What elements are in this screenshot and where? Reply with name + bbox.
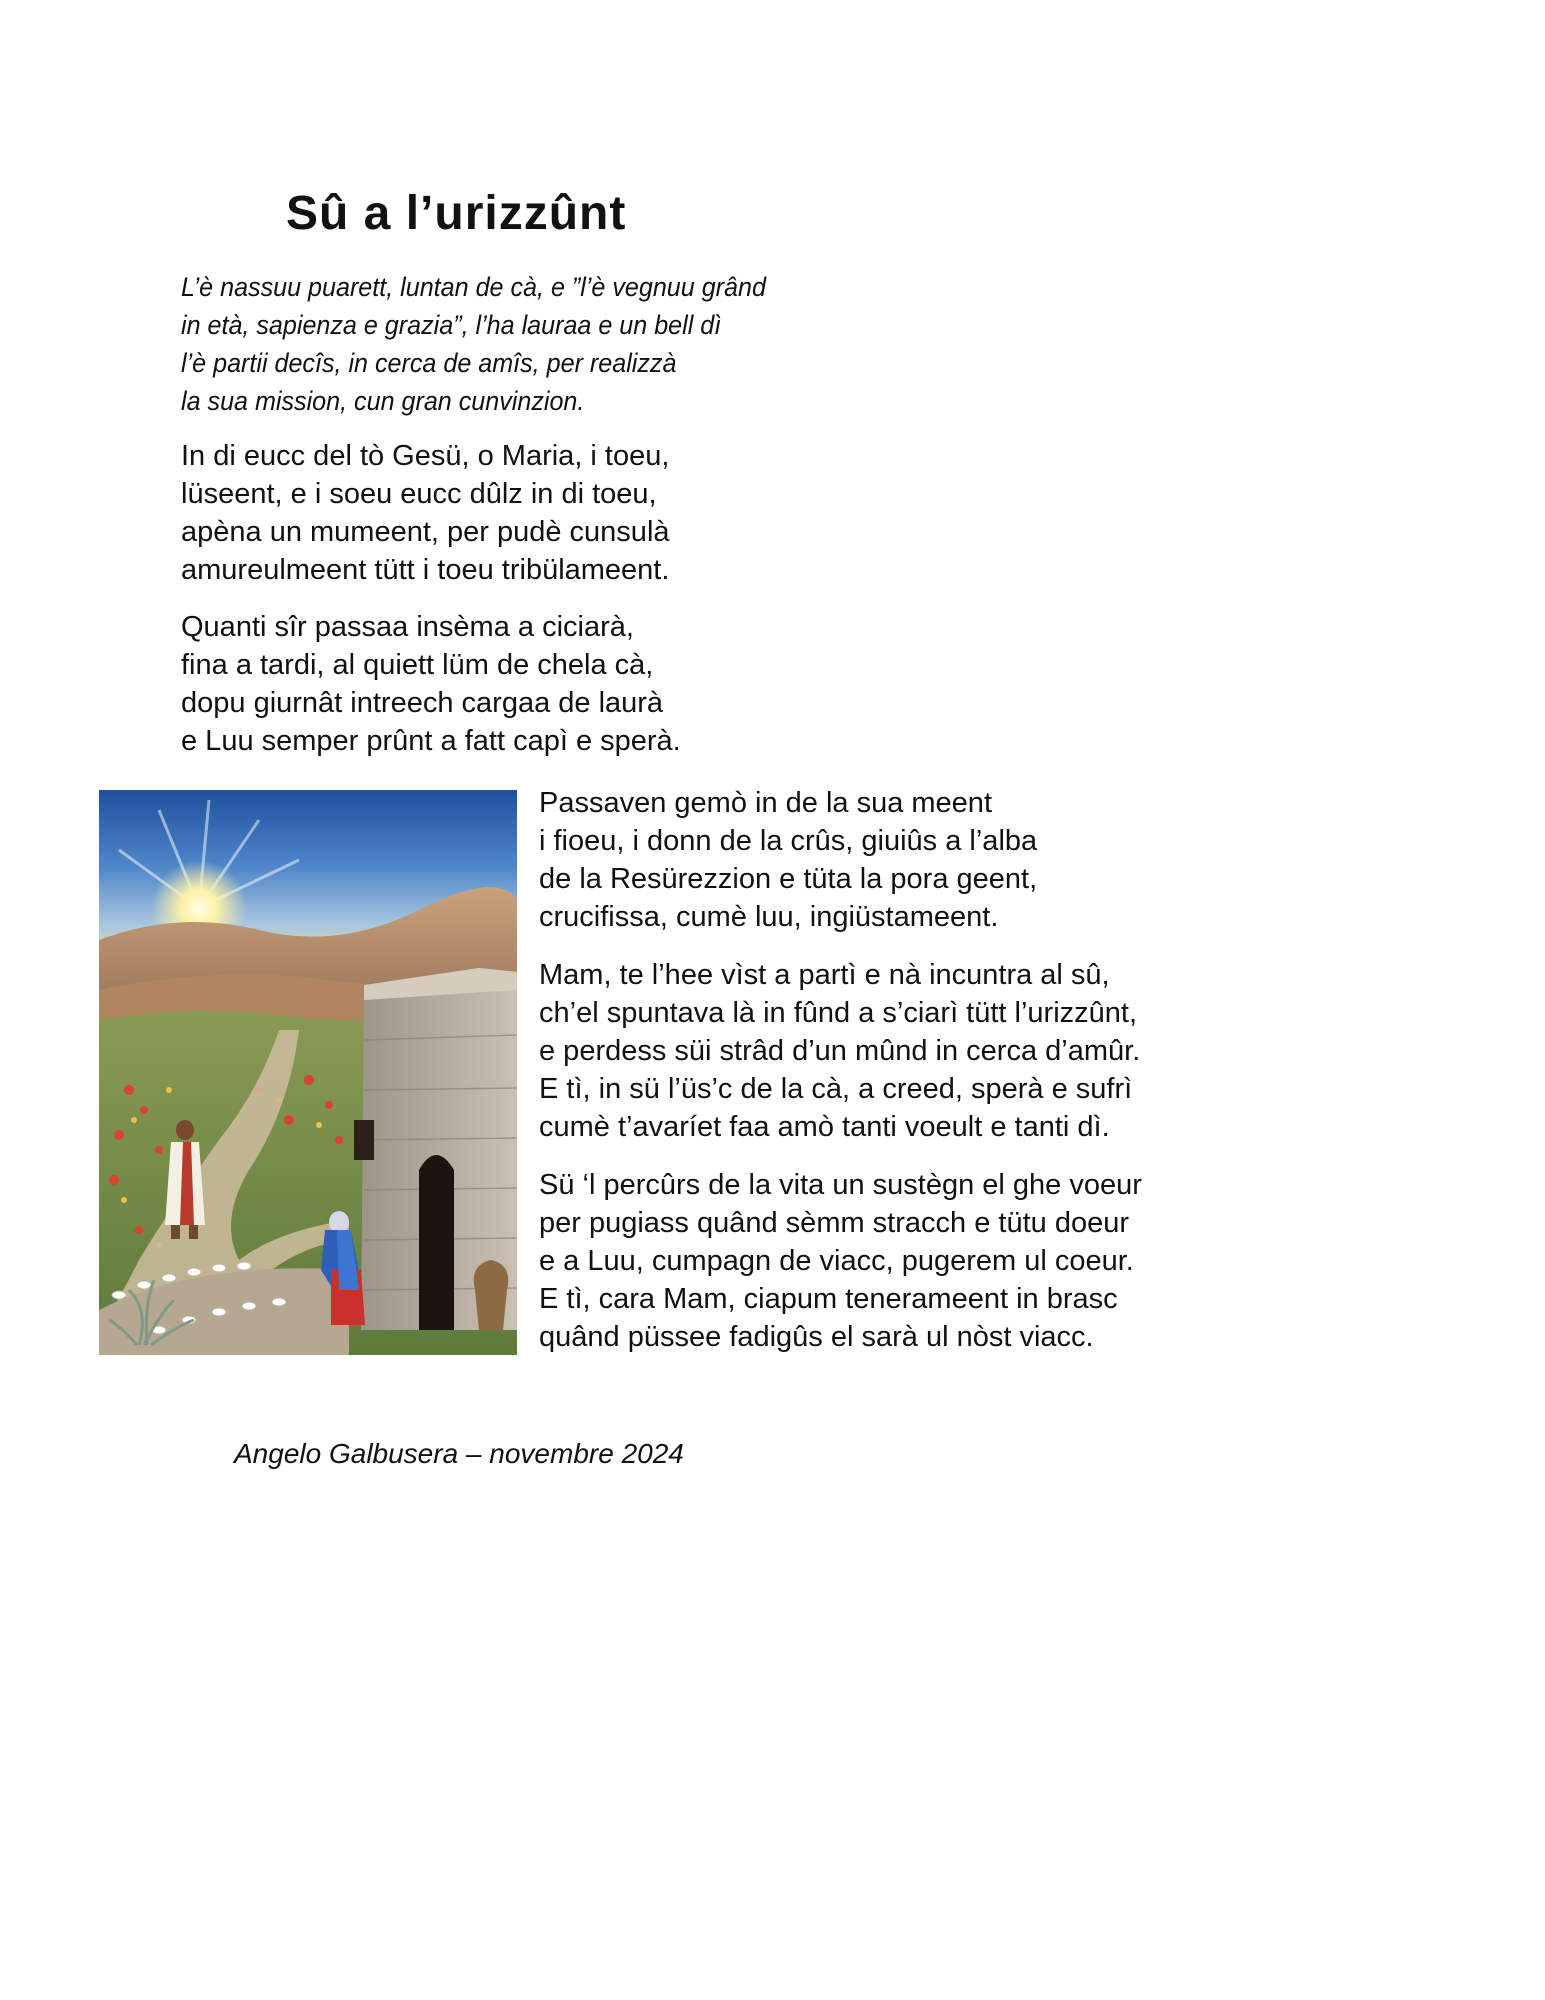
poem-title: Sû a l’urizzûnt	[286, 187, 627, 240]
intro-stanza	[181, 268, 766, 420]
stanza-1	[181, 437, 670, 589]
stanza-line: dopu giurnât intreech cargaa de laurà	[181, 687, 664, 719]
stanza-line: Mam, te l’hee vìst a partì e nà incuntra al sû,	[539, 959, 1110, 991]
stanza-line: Sü ‘l percûrs de la vita un sustègn el ghe voeur	[539, 1169, 1142, 1201]
stanza-line: In di eucc del tò Gesü, o Maria, i toeu,	[181, 440, 670, 472]
stanza-line: i fioeu, i donn de la crûs, giuiûs a l’alba	[539, 825, 1038, 857]
stanza-line: lüseent, e i soeu eucc dûlz in di toeu,	[181, 478, 657, 510]
author-signature: Angelo Galbusera – novembre 2024	[234, 1438, 684, 1469]
stanza-4	[539, 956, 1140, 1146]
intro-line: l’è partii decîs, in cerca de amîs, per realizzà	[181, 348, 677, 378]
stanza-line: de la Resürezzion e tüta la pora geent,	[539, 863, 1038, 895]
stanza-line: Quanti sîr passaa insèma a ciciarà,	[181, 611, 634, 643]
stanza-line: quând püssee fadigûs el sarà ul nòst viacc.	[539, 1321, 1094, 1353]
stanza-line: amureulmeent tütt i toeu tribülameent.	[181, 554, 670, 586]
stanza-line: cumè t’avaríet faa amò tanti voeult e tanti dì.	[539, 1111, 1110, 1143]
illustration-jesus-leaving-home	[99, 790, 517, 1355]
stanza-2	[181, 608, 681, 760]
intro-line: L’è nassuu puarett, luntan de cà, e ”l’è vegnuu grând	[181, 272, 766, 302]
stanza-line: E tì, in sü l’üs’c de la cà, a creed, sperà e sufrì	[539, 1073, 1133, 1105]
stanza-line: fina a tardi, al quiett lüm de chela cà,	[181, 649, 654, 681]
stanza-line: apèna un mumeent, per pudè cunsulà	[181, 516, 670, 548]
stanza-3	[539, 784, 1037, 936]
stanza-line: Passaven gemò in de la sua meent	[539, 787, 992, 819]
intro-line: in età, sapienza e grazia”, l’ha lauraa e un bell dì	[181, 310, 722, 340]
stanza-line: e Luu semper prûnt a fatt capì e sperà.	[181, 725, 681, 757]
stanza-line: ch’el spuntava là in fûnd a s’ciarì tütt l’urizzûnt,	[539, 997, 1138, 1029]
intro-line: la sua mission, cun gran cunvinzion.	[181, 386, 585, 416]
stanza-line: per pugiass quând sèmm stracch e tütu doeur	[539, 1207, 1129, 1239]
stanza-5	[539, 1166, 1142, 1356]
stanza-line: E tì, cara Mam, ciapum teneramеent in brasc	[539, 1283, 1118, 1315]
stanza-line: crucifissa, cumè luu, ingiüstameent.	[539, 901, 999, 933]
stanza-line: e a Luu, cumpagn de viacc, pugerem ul coeur.	[539, 1245, 1134, 1277]
stanza-line: e perdess süi strâd d’un mûnd in cerca d’amûr.	[539, 1035, 1141, 1067]
